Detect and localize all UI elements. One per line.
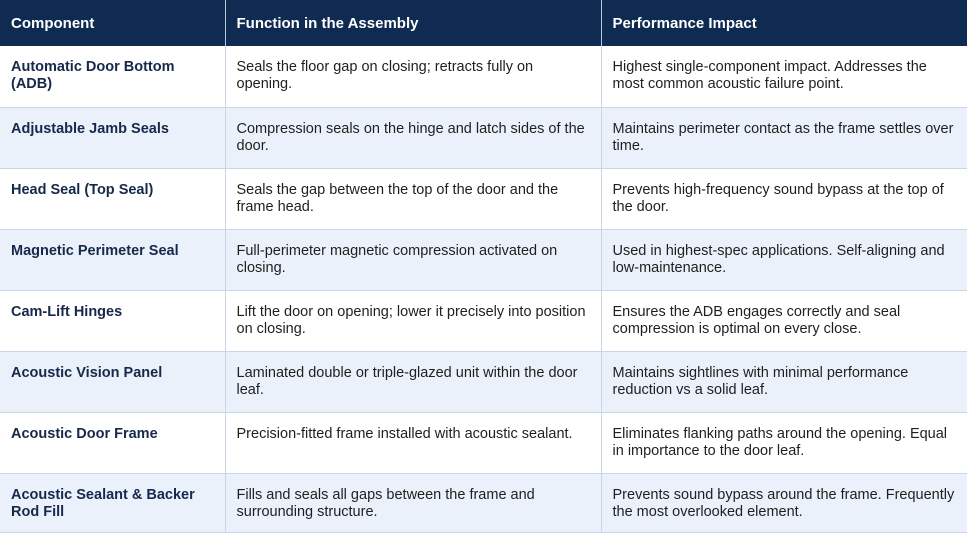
function-cell: Seals the floor gap on closing; retracts fully on opening. <box>225 46 601 107</box>
component-cell: Acoustic Vision Panel <box>0 351 225 412</box>
impact-cell: Used in highest-spec applications. Self-aligning and low-maintenance. <box>601 229 967 290</box>
table-row <box>0 107 967 168</box>
table-row <box>0 473 967 532</box>
function-cell: Compression seals on the hinge and latch sides of the door. <box>225 107 601 168</box>
component-cell: Acoustic Sealant & Backer Rod Fill <box>0 473 225 532</box>
impact-cell: Highest single-component impact. Addresses the most common acoustic failure point. <box>601 46 967 107</box>
header-impact: Performance Impact <box>601 0 967 46</box>
function-cell: Laminated double or triple-glazed unit within the door leaf. <box>225 351 601 412</box>
component-cell: Acoustic Door Frame <box>0 412 225 473</box>
header-component: Component <box>0 0 225 46</box>
component-cell: Head Seal (Top Seal) <box>0 168 225 229</box>
component-cell: Adjustable Jamb Seals <box>0 107 225 168</box>
impact-cell: Maintains perimeter contact as the frame settles over time. <box>601 107 967 168</box>
table-row <box>0 290 967 351</box>
table-row <box>0 46 967 107</box>
function-cell: Fills and seals all gaps between the frame and surrounding structure. <box>225 473 601 532</box>
function-cell: Seals the gap between the top of the door and the frame head. <box>225 168 601 229</box>
table-body <box>0 46 967 532</box>
table-row <box>0 229 967 290</box>
impact-cell: Prevents sound bypass around the frame. Frequently the most overlooked element. <box>601 473 967 532</box>
impact-cell: Ensures the ADB engages correctly and seal compression is optimal on every close. <box>601 290 967 351</box>
impact-cell: Eliminates flanking paths around the opening. Equal in importance to the door leaf. <box>601 412 967 473</box>
function-cell: Lift the door on opening; lower it precisely into position on closing. <box>225 290 601 351</box>
table-row <box>0 412 967 473</box>
table-header <box>0 0 967 46</box>
component-cell: Cam-Lift Hinges <box>0 290 225 351</box>
impact-cell: Prevents high-frequency sound bypass at the top of the door. <box>601 168 967 229</box>
component-cell: Automatic Door Bottom (ADB) <box>0 46 225 107</box>
impact-cell: Maintains sightlines with minimal performance reduction vs a solid leaf. <box>601 351 967 412</box>
table-row <box>0 168 967 229</box>
function-cell: Full-perimeter magnetic compression activated on closing. <box>225 229 601 290</box>
header-row <box>0 0 967 46</box>
function-cell: Precision-fitted frame installed with acoustic sealant. <box>225 412 601 473</box>
table-row <box>0 351 967 412</box>
component-cell: Magnetic Perimeter Seal <box>0 229 225 290</box>
header-function: Function in the Assembly <box>225 0 601 46</box>
